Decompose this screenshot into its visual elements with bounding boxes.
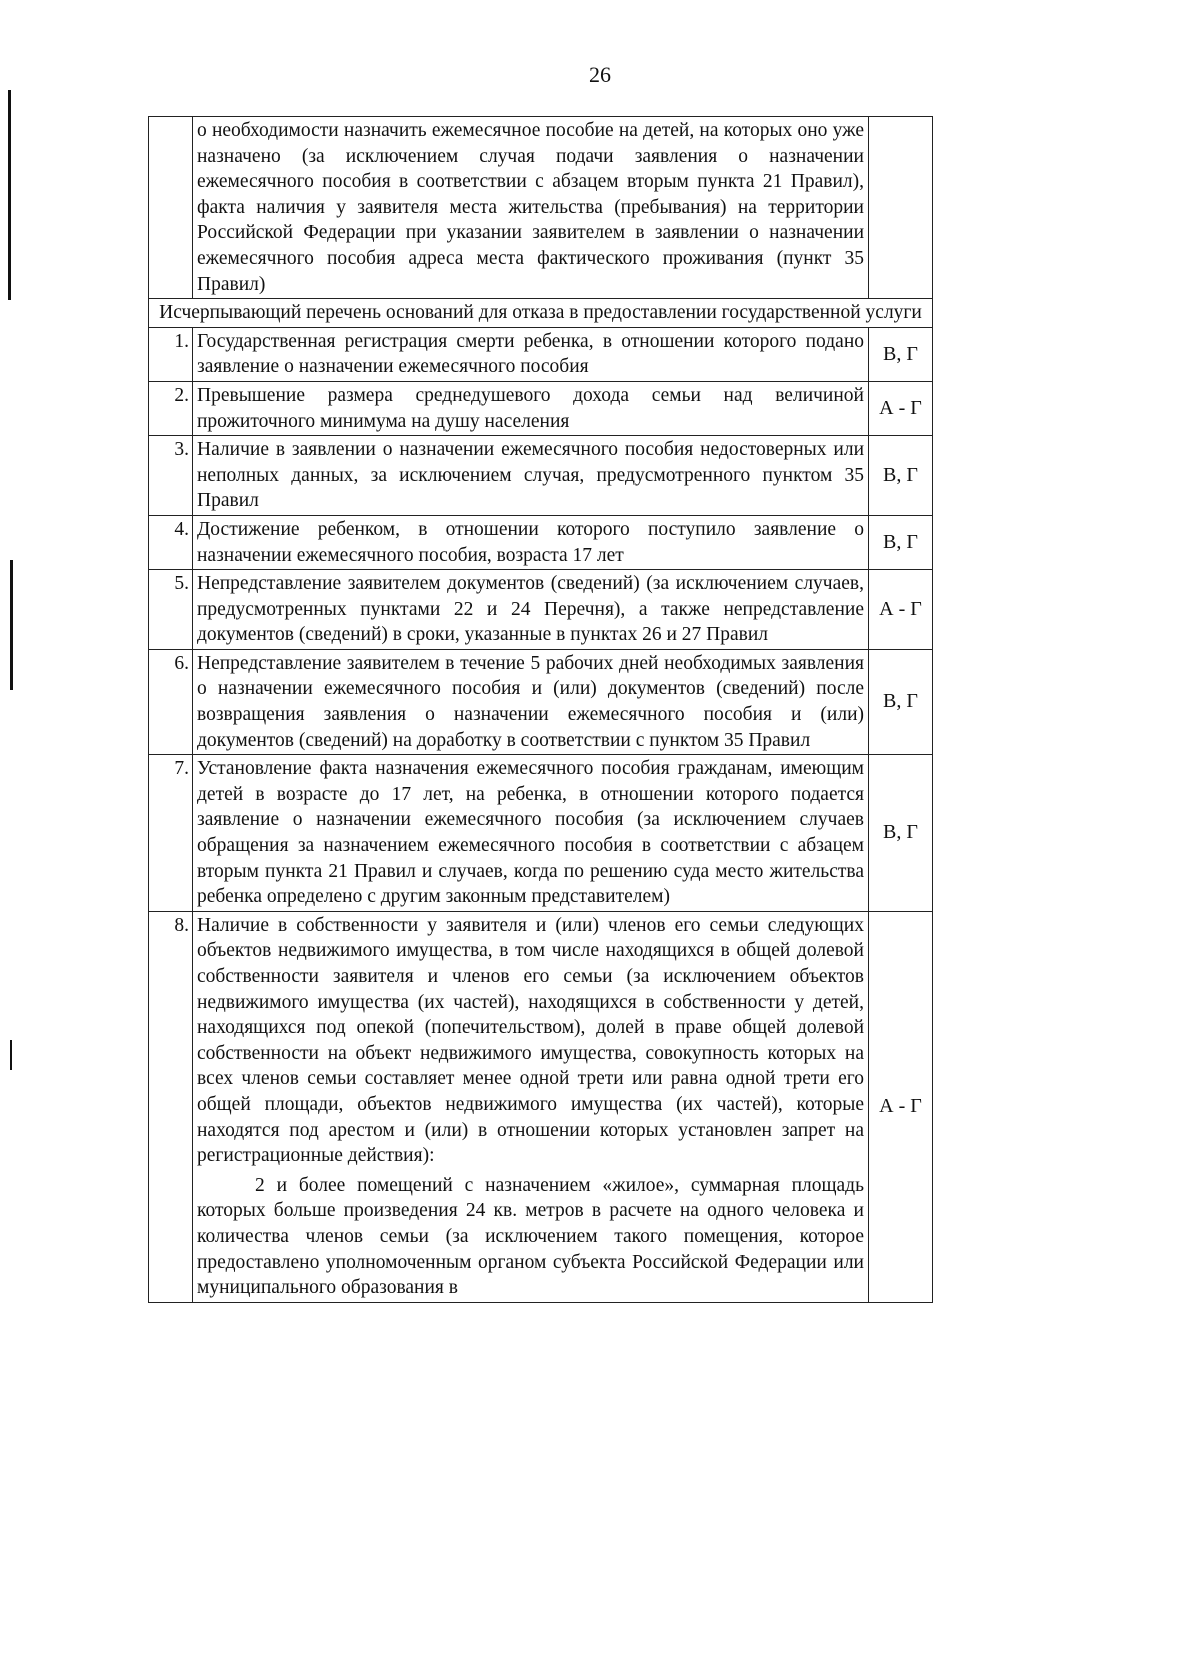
row-number-empty bbox=[149, 117, 193, 299]
row-text: Наличие в заявлении о назначении ежемесячного пособия недостоверных или неполных данных, за исключением случая, предусмотренного пунктом 35 Правил bbox=[193, 436, 869, 516]
row-letter: В, Г bbox=[869, 515, 933, 569]
row-number: 3. bbox=[149, 436, 193, 516]
scan-mark bbox=[10, 1040, 12, 1070]
table-row bbox=[149, 755, 933, 912]
row-text: Достижение ребенком, в отношении которого поступило заявление о назначении ежемесячного пособия, возраста 17 лет bbox=[193, 515, 869, 569]
row-number: 4. bbox=[149, 515, 193, 569]
table-row bbox=[149, 570, 933, 650]
row-letter-empty bbox=[869, 117, 933, 299]
table-row bbox=[149, 911, 933, 1302]
page-number: 26 bbox=[589, 62, 611, 87]
row-text: Превышение размера среднедушевого дохода семьи над величиной прожиточного минимума на душу населения bbox=[193, 381, 869, 435]
row-letter: А - Г bbox=[869, 570, 933, 650]
row-text-cell bbox=[193, 911, 869, 1302]
row-text: Установление факта назначения ежемесячного пособия гражданам, имеющим детей в возрасте до 17 лет, на ребенка, в отношении которого подается заявление о назначении ежемесячного пособия (за исключением случаев обращения за назначением ежемесячного пособия в соответствии с абзацем вторым пункта 21 Правил и случаев, когда по решению суда место жительства ребенка определено с другим законным представителем) bbox=[193, 755, 869, 912]
table-row bbox=[149, 381, 933, 435]
row-text: Государственная регистрация смерти ребенка, в отношении которого подано заявление о назначении ежемесячного пособия bbox=[193, 327, 869, 381]
section-heading: Исчерпывающий перечень оснований для отказа в предоставлении государственной услуги bbox=[149, 299, 933, 328]
row-letter: В, Г bbox=[869, 649, 933, 754]
row-letter: В, Г bbox=[869, 436, 933, 516]
scan-mark bbox=[10, 560, 13, 690]
table-row bbox=[149, 649, 933, 754]
table-row-intro bbox=[149, 117, 933, 299]
row-text: Непредставление заявителем документов (сведений) (за исключением случаев, предусмотренных пунктами 22 и 24 Перечня), а также непредставление документов (сведений) в сроки, указанные в пунктах 26 и 27 Правил bbox=[193, 570, 869, 650]
intro-text: о необходимости назначить ежемесячное пособие на детей, на которых оно уже назначено (за исключением случая подачи заявления о назначении ежемесячного пособия в соответствии с абзацем вторым пункта 21 Правил), факта наличия у заявителя места жительства (пребывания) на территории Российской Федерации при указании заявителем в заявлении о назначении ежемесячного пособия адреса места фактического проживания (пункт 35 Правил) bbox=[193, 117, 869, 299]
row-number: 2. bbox=[149, 381, 193, 435]
row-text: Наличие в собственности у заявителя и (или) членов его семьи следующих объектов недвижимого имущества, в том числе находящихся в общей долевой собственности заявителя и членов его семьи (за исключением объектов недвижимого имущества (их частей), находящихся в собственности у детей, находящихся под опекой (попечительством), долей в праве общей долевой собственности на объект недвижимого имущества, совокупность которых на всех членов семьи составляет менее одной трети или равна одной трети его общей площади, объектов недвижимого имущества (их частей), которые находятся под арестом и (или) в отношении которых установлен запрет на регистрационные действия): bbox=[197, 914, 864, 1167]
table-row bbox=[149, 515, 933, 569]
row-letter: А - Г bbox=[869, 911, 933, 1302]
row-number: 1. bbox=[149, 327, 193, 381]
row-text-continued: 2 и более помещений с назначением «жилое», суммарная площадь которых больше произведения 24 кв. метров в расчете на одного человека и количества членов семьи (за исключением такого помещения, которое предоставлено уполномоченным органом субъекта Российской Федерации или муниципального образования в bbox=[197, 1174, 864, 1299]
scan-mark bbox=[8, 90, 11, 300]
section-heading-row bbox=[149, 299, 933, 328]
table-row bbox=[149, 327, 933, 381]
row-letter: В, Г bbox=[869, 755, 933, 912]
row-number: 7. bbox=[149, 755, 193, 912]
row-number: 6. bbox=[149, 649, 193, 754]
row-letter: В, Г bbox=[869, 327, 933, 381]
row-number: 8. bbox=[149, 911, 193, 1302]
row-letter: А - Г bbox=[869, 381, 933, 435]
row-number: 5. bbox=[149, 570, 193, 650]
document-table bbox=[148, 116, 933, 1303]
table-row bbox=[149, 436, 933, 516]
row-text: Непредставление заявителем в течение 5 рабочих дней необходимых заявления о назначении ежемесячного пособия и (или) документов (сведений) после возвращения заявления о назначении ежемесячного пособия и (или) документов (сведений) на доработку в соответствии с пунктом 35 Правил bbox=[193, 649, 869, 754]
